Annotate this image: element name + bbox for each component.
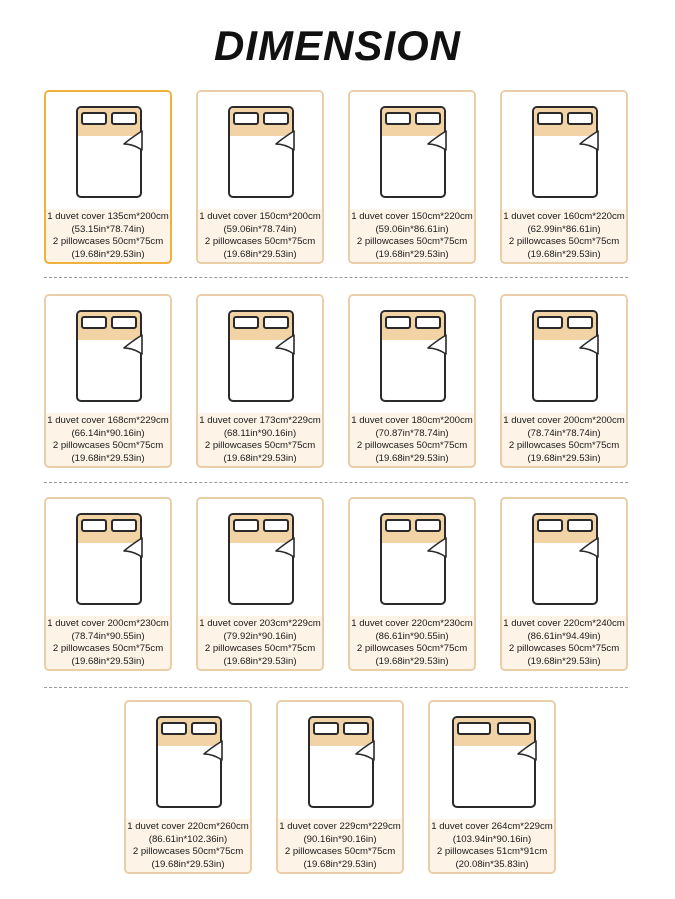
size-option-card[interactable] [348,497,476,671]
pillowcase-size-text: 2 pillowcases 50cm*75cm [52,643,164,654]
pillowcase-size-text: 2 pillowcases 50cm*75cm [356,236,468,247]
pillow-icon [191,722,217,735]
inch-size-text: (78.74in*78.74in) [527,427,601,439]
inch-size-text: (19.68in*29.53in) [71,655,145,667]
pillow-icon [415,316,441,329]
pillow-icon [233,112,259,125]
inch-size-text: (19.68in*29.53in) [151,858,225,870]
inch-size-text: (59.06in*86.61in) [375,223,449,235]
bed-icon [380,106,446,198]
duvet-size-text: 1 duvet cover 220cm*230cm [351,618,473,629]
bed-icon [76,106,142,198]
size-option-card[interactable] [124,700,252,874]
duvet-size-text: 1 duvet cover 203cm*229cm [199,618,321,629]
folded-corner-icon [123,537,143,559]
bed-icon [228,106,294,198]
duvet-size-text: 1 duvet cover 220cm*260cm [127,821,249,832]
size-option-card[interactable] [500,90,628,264]
bed-illustration [502,499,626,616]
page-title: DIMENSION [213,22,461,69]
bed-illustration [198,92,322,209]
size-caption [502,415,626,467]
size-caption [502,618,626,670]
folded-corner-icon [579,334,599,356]
duvet-size-text: 1 duvet cover 135cm*200cm [47,211,169,222]
bed-icon [76,513,142,605]
size-caption [46,415,170,467]
folded-corner-icon [203,740,223,762]
inch-size-text: (19.68in*29.53in) [303,858,377,870]
duvet-size-text: 1 duvet cover 200cm*200cm [503,415,625,426]
folded-corner-icon [579,130,599,152]
pillowcase-size-text: 2 pillowcases 50cm*75cm [508,236,620,247]
pillow-icon [313,722,339,735]
folded-corner-icon [123,130,143,152]
pillow-icon [415,112,441,125]
inch-size-text: (19.68in*29.53in) [223,248,297,260]
size-caption [46,211,170,263]
bed-illustration [350,92,474,209]
bed-illustration [46,92,170,209]
pillow-icon [497,722,531,735]
pillowcase-size-text: 2 pillowcases 50cm*75cm [204,236,316,247]
bed-icon [308,716,374,808]
duvet-size-text: 1 duvet cover 168cm*229cm [47,415,169,426]
folded-corner-icon [275,537,295,559]
pillow-icon [415,519,441,532]
bed-icon [380,310,446,402]
size-caption [198,618,322,670]
inch-size-text: (86.61in*102.36in) [148,833,228,845]
size-caption [126,821,250,873]
inch-size-text: (19.68in*29.53in) [375,248,449,260]
bed-icon [228,310,294,402]
pillow-icon [385,112,411,125]
pillow-icon [81,316,107,329]
pillow-icon [81,519,107,532]
pillowcase-size-text: 2 pillowcases 50cm*75cm [508,440,620,451]
size-option-card[interactable] [44,497,172,671]
bed-illustration [46,296,170,413]
duvet-size-text: 1 duvet cover 264cm*229cm [431,821,553,832]
pillowcase-size-text: 2 pillowcases 50cm*75cm [52,440,164,451]
duvet-size-text: 1 duvet cover 229cm*229cm [279,821,401,832]
pillowcase-size-text: 2 pillowcases 50cm*75cm [204,643,316,654]
folded-corner-icon [579,537,599,559]
duvet-size-text: 1 duvet cover 150cm*220cm [351,211,473,222]
bed-icon [76,310,142,402]
bed-icon [532,106,598,198]
bed-icon [380,513,446,605]
inch-size-text: (19.68in*29.53in) [375,452,449,464]
pillowcase-size-text: 2 pillowcases 50cm*75cm [356,643,468,654]
pillow-icon [457,722,491,735]
pillow-icon [537,112,563,125]
bed-illustration [198,499,322,616]
bed-icon [156,716,222,808]
size-option-card[interactable] [500,497,628,671]
pillow-icon [161,722,187,735]
folded-corner-icon [427,334,447,356]
duvet-size-text: 1 duvet cover 160cm*220cm [503,211,625,222]
pillowcase-size-text: 2 pillowcases 50cm*75cm [52,236,164,247]
size-caption [502,211,626,263]
inch-size-text: (103.94in*90.16in) [452,833,532,845]
size-option-card[interactable] [196,497,324,671]
size-caption [350,618,474,670]
pillow-icon [233,519,259,532]
bed-illustration [198,296,322,413]
size-caption [350,211,474,263]
pillowcase-size-text: 2 pillowcases 50cm*75cm [132,846,244,857]
folded-corner-icon [427,130,447,152]
inch-size-text: (19.68in*29.53in) [71,452,145,464]
duvet-size-text: 1 duvet cover 180cm*200cm [351,415,473,426]
row-divider [44,687,628,688]
bed-illustration [46,499,170,616]
inch-size-text: (19.68in*29.53in) [375,655,449,667]
duvet-size-text: 1 duvet cover 150cm*200cm [199,211,321,222]
inch-size-text: (66.14in*90.16in) [71,427,145,439]
pillow-icon [385,316,411,329]
pillow-icon [567,316,593,329]
pillow-icon [385,519,411,532]
bed-illustration [350,499,474,616]
size-option-card[interactable] [276,700,404,874]
pillowcase-size-text: 2 pillowcases 50cm*75cm [284,846,396,857]
pillow-icon [233,316,259,329]
size-option-card[interactable] [500,294,628,468]
pillow-icon [537,316,563,329]
inch-size-text: (19.68in*29.53in) [223,452,297,464]
inch-size-text: (62.99in*86.61in) [527,223,601,235]
bed-icon [452,716,536,808]
size-option-card[interactable] [428,700,556,874]
pillowcase-size-text: 2 pillowcases 51cm*91cm [436,846,548,857]
pillow-icon [343,722,369,735]
pillow-icon [537,519,563,532]
inch-size-text: (86.61in*90.55in) [375,630,449,642]
pillowcase-size-text: 2 pillowcases 50cm*75cm [204,440,316,451]
size-option-card[interactable] [44,90,172,264]
inch-size-text: (19.68in*29.53in) [527,248,601,260]
pillow-icon [111,112,137,125]
size-caption [46,618,170,670]
inch-size-text: (19.68in*29.53in) [527,655,601,667]
folded-corner-icon [123,334,143,356]
inch-size-text: (19.68in*29.53in) [223,655,297,667]
pillow-icon [111,519,137,532]
size-caption [198,415,322,467]
pillow-icon [263,112,289,125]
inch-size-text: (20.08in*35.83in) [455,858,529,870]
folded-corner-icon [275,334,295,356]
size-caption [198,211,322,263]
pillow-icon [263,519,289,532]
pillow-icon [263,316,289,329]
bed-icon [532,310,598,402]
pillowcase-size-text: 2 pillowcases 50cm*75cm [356,440,468,451]
folded-corner-icon [355,740,375,762]
size-option-card[interactable] [196,90,324,264]
folded-corner-icon [427,537,447,559]
inch-size-text: (59.06in*78.74in) [223,223,297,235]
pillow-icon [567,519,593,532]
duvet-size-text: 1 duvet cover 173cm*229cm [199,415,321,426]
bed-illustration [502,296,626,413]
duvet-size-text: 1 duvet cover 200cm*230cm [47,618,169,629]
row-divider [44,277,628,278]
row-divider [44,482,628,483]
duvet-size-text: 1 duvet cover 220cm*240cm [503,618,625,629]
inch-size-text: (68.11in*90.16in) [223,427,297,439]
bed-illustration [502,92,626,209]
bed-illustration [126,702,250,819]
inch-size-text: (90.16in*90.16in) [303,833,377,845]
inch-size-text: (19.68in*29.53in) [71,248,145,260]
pillow-icon [111,316,137,329]
bed-icon [532,513,598,605]
bed-illustration [278,702,402,819]
size-caption [350,415,474,467]
folded-corner-icon [275,130,295,152]
size-caption [278,821,402,873]
inch-size-text: (78.74in*90.55in) [71,630,145,642]
bed-icon [228,513,294,605]
inch-size-text: (53.15in*78.74in) [71,223,145,235]
bed-illustration [430,702,554,819]
size-option-card[interactable] [348,294,476,468]
inch-size-text: (19.68in*29.53in) [527,452,601,464]
size-option-card[interactable] [348,90,476,264]
size-option-card[interactable] [196,294,324,468]
inch-size-text: (79.92in*90.16in) [223,630,297,642]
inch-size-text: (86.61in*94.49in) [527,630,601,642]
size-caption [430,821,554,873]
folded-corner-icon [517,740,537,762]
bed-illustration [350,296,474,413]
pillowcase-size-text: 2 pillowcases 50cm*75cm [508,643,620,654]
pillow-icon [567,112,593,125]
pillow-icon [81,112,107,125]
inch-size-text: (70.87in*78.74in) [375,427,449,439]
size-option-card[interactable] [44,294,172,468]
